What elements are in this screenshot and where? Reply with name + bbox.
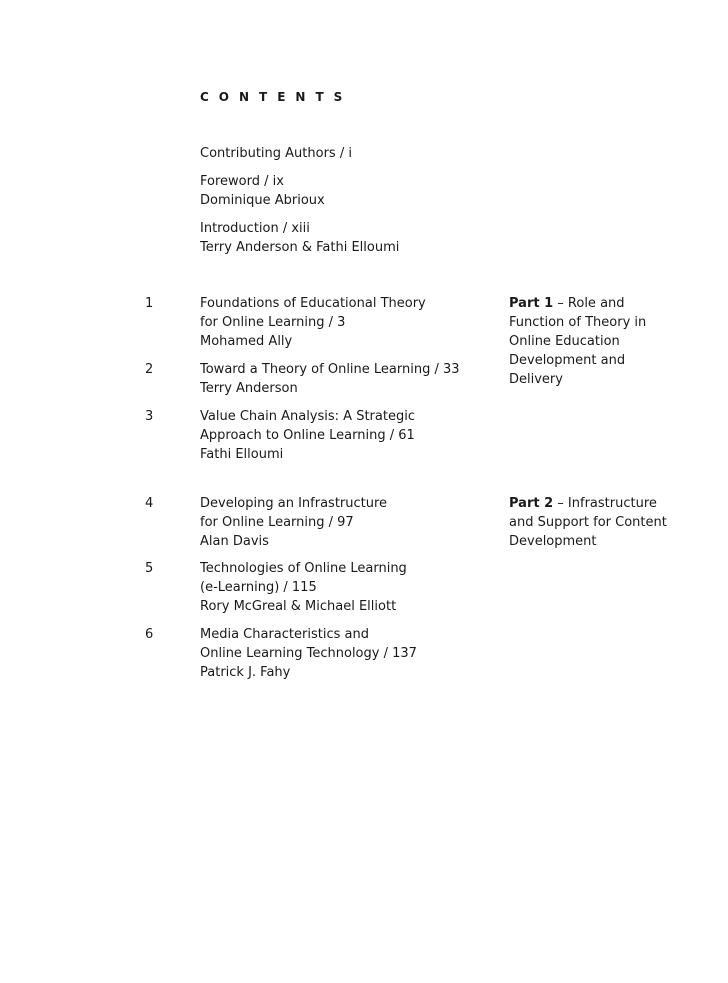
chapter-number: 2 — [145, 362, 154, 377]
toc-entry-line: (e-Learning) / 115 — [200, 580, 317, 595]
toc-entry-line: Contributing Authors / i — [200, 146, 352, 161]
toc-entry-chapter-5 — [200, 559, 407, 616]
toc-entry-line: Approach to Online Learning / 61 — [200, 428, 415, 443]
toc-entry-author: Rory McGreal & Michael Elliott — [200, 599, 397, 614]
toc-entry-chapter-6 — [200, 625, 417, 682]
toc-entry-line: Foundations of Educational Theory — [200, 296, 426, 311]
toc-entry-introduction — [200, 219, 399, 257]
toc-entry-line: for Online Learning / 3 — [200, 315, 346, 330]
contents-heading: CONTENTS — [200, 90, 353, 104]
toc-entry-author: Mohamed Ally — [200, 334, 293, 349]
part-label: Part 2 — [509, 496, 554, 511]
toc-entry-line: Toward a Theory of Online Learning / 33 — [200, 362, 460, 377]
toc-entry-author: Patrick J. Fahy — [200, 665, 291, 680]
toc-entry-line: Introduction / xiii — [200, 221, 310, 236]
chapter-number: 5 — [145, 561, 154, 576]
part-1-description — [509, 294, 679, 389]
toc-entry-chapter-4 — [200, 494, 387, 551]
part-first-line — [509, 294, 679, 313]
toc-entry-author: Alan Davis — [200, 534, 269, 549]
toc-entry-author: Terry Anderson — [200, 381, 298, 396]
chapter-number: 4 — [145, 496, 154, 511]
toc-entry-contributing-authors — [200, 144, 352, 163]
toc-entry-line: Technologies of Online Learning — [200, 561, 407, 576]
part-title-start: – Role and — [553, 296, 625, 311]
chapter-number: 1 — [145, 296, 154, 311]
toc-entry-line: Foreword / ix — [200, 174, 284, 189]
chapter-number: 3 — [145, 409, 154, 424]
part-title-line: Delivery — [509, 372, 563, 387]
part-title-line: Function of Theory in — [509, 315, 647, 330]
toc-entry-chapter-3 — [200, 407, 415, 464]
toc-entry-author: Dominique Abrioux — [200, 193, 325, 208]
part-title-line: and Support for Content — [509, 515, 667, 530]
toc-entry-line: for Online Learning / 97 — [200, 515, 354, 530]
part-title-line: Development and — [509, 353, 626, 368]
toc-entry-line: Online Learning Technology / 137 — [200, 646, 417, 661]
toc-entry-foreword — [200, 172, 325, 210]
part-title-start: – Infrastructure — [553, 496, 657, 511]
toc-entry-line: Value Chain Analysis: A Strategic — [200, 409, 415, 424]
toc-entry-line: Media Characteristics and — [200, 627, 369, 642]
part-title-line: Online Education — [509, 334, 620, 349]
part-2-description — [509, 494, 679, 551]
toc-entry-author: Terry Anderson & Fathi Elloumi — [200, 240, 400, 255]
part-title-line: Development — [509, 534, 597, 549]
toc-entry-line: Developing an Infrastructure — [200, 496, 388, 511]
part-first-line — [509, 494, 679, 513]
part-label: Part 1 — [509, 296, 554, 311]
toc-entry-chapter-2 — [200, 360, 460, 398]
toc-entry-chapter-1 — [200, 294, 426, 351]
toc-entry-author: Fathi Elloumi — [200, 447, 284, 462]
chapter-number: 6 — [145, 627, 154, 642]
